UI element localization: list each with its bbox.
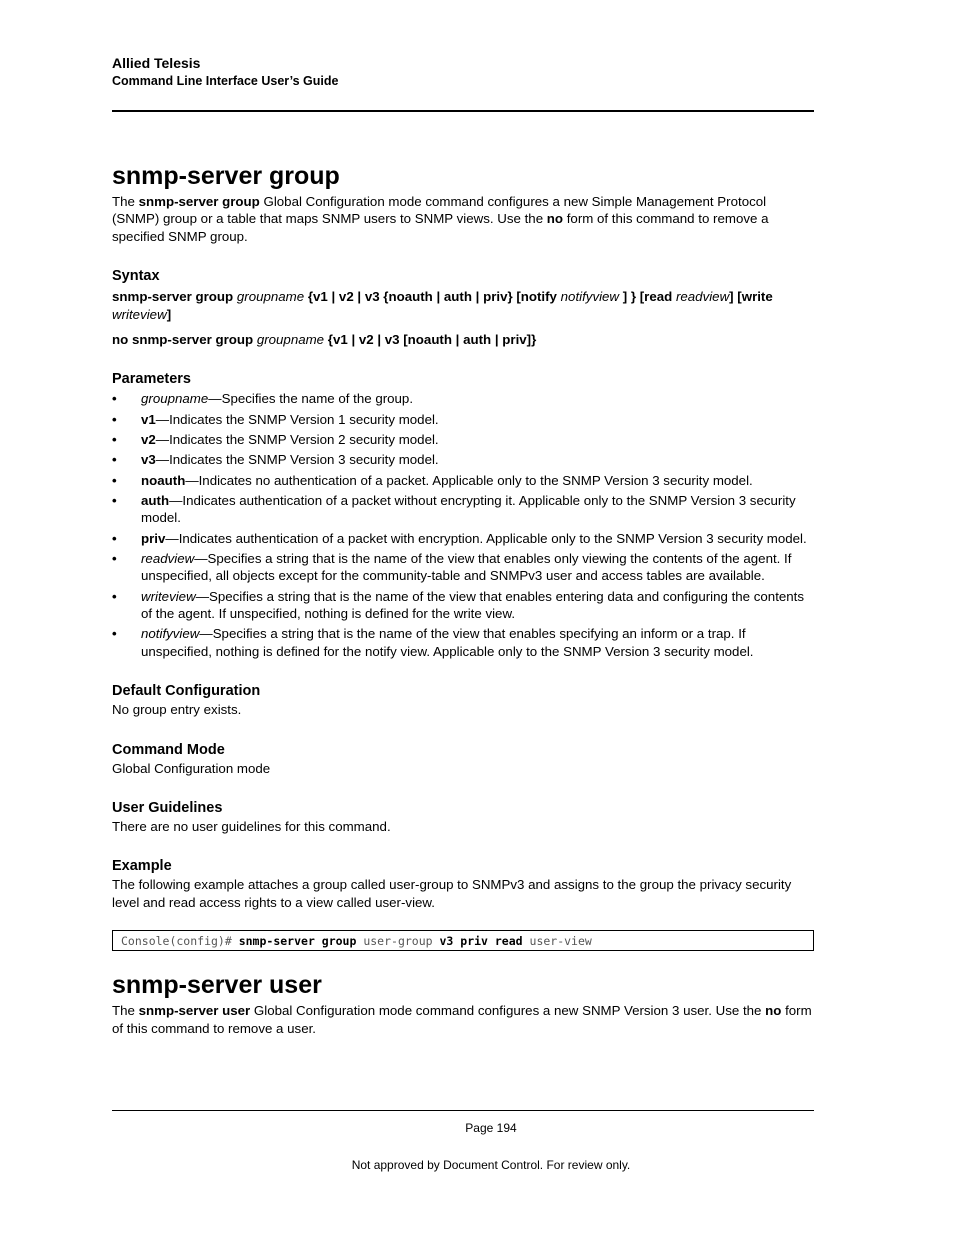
parameter-term: readview: [141, 550, 195, 566]
syntax-no-line: [112, 331, 814, 348]
bullet-icon: •: [112, 626, 117, 642]
syntax-token: ]: [166, 306, 172, 322]
syntax-arg: groupname: [236, 289, 305, 305]
parameter-item: [112, 472, 814, 489]
bullet-icon: •: [112, 492, 117, 508]
user-guidelines-section: [112, 799, 814, 835]
parameter-item: [112, 550, 814, 585]
parameters-list: [112, 390, 814, 660]
syntax-token: no snmp-server group: [112, 332, 257, 348]
intro-text: The: [112, 194, 139, 209]
code-prompt: Console(config)#: [121, 934, 239, 949]
header-company: Allied Telesis: [112, 55, 201, 71]
page-number: Page 194: [465, 1121, 517, 1135]
syntax-token: snmp-server group: [112, 289, 237, 305]
parameter-description: —Indicates authentication of a packet with encryption. Applicable only to the SNMP Version 3 security model.: [165, 530, 807, 546]
syntax-token: {v1 | v2 | v3 {noauth | auth | priv} [notify: [304, 289, 561, 305]
command-mode-section: [112, 741, 814, 777]
section-title-snmp-server-user: snmp-server user: [112, 971, 322, 1000]
parameter-item: [112, 588, 814, 623]
parameter-description: —Specifies a string that is the name of the view that enables only viewing the contents of the agent. If unspecified, all objects except for the community-table and SNMPv3 user and access tables are available.: [141, 550, 792, 584]
section-intro: [112, 193, 814, 245]
intro-text: form of this command to remove a specified SNMP group.: [112, 211, 769, 244]
parameter-term: noauth: [141, 472, 186, 488]
bullet-icon: •: [112, 432, 117, 448]
syntax-token: ] [write: [729, 289, 773, 305]
parameter-item: [112, 390, 814, 407]
code-arg: user-view: [522, 934, 592, 949]
parameter-item: [112, 492, 814, 527]
parameter-item: [112, 451, 814, 468]
syntax-heading: Syntax: [112, 268, 160, 285]
parameter-description: —Indicates the SNMP Version 1 security model.: [155, 411, 439, 427]
syntax-token: ] } [read: [619, 289, 676, 305]
syntax-section: [112, 267, 814, 348]
bullet-icon: •: [112, 530, 117, 546]
code-command: snmp-server group: [238, 934, 357, 949]
syntax-arg: readview: [675, 289, 730, 305]
parameter-term: v1: [141, 411, 156, 427]
parameter-description: —Indicates the SNMP Version 2 security model.: [155, 432, 439, 448]
user-guidelines-heading: User Guidelines: [112, 799, 223, 816]
command-mode-text: Global Configuration mode: [112, 760, 271, 776]
parameter-description: —Specifies the name of the group.: [208, 391, 414, 407]
intro-command: snmp-server user: [138, 1003, 251, 1019]
parameter-description: —Specifies a string that is the name of the view that enables entering data and configuring the contents of the agent. If unspecified, nothing is defined for the write view.: [141, 588, 805, 622]
parameter-description: —Specifies a string that is the name of the view that enables specifying an inform or a trap. If unspecified, nothing is defined for the notify view. Applicable only to the SNMP Version 3 security model.: [141, 626, 754, 659]
intro-text: form of this command to remove a user.: [112, 1003, 812, 1036]
parameter-term: v2: [141, 432, 156, 448]
example-code-block: [112, 930, 814, 951]
intro-no-keyword: no: [546, 211, 564, 227]
example-text: The following example attaches a group called user-group to SNMPv3 and assigns to the group the privacy security level and read access rights to a view called user-view.: [112, 877, 792, 910]
parameter-description: —Indicates the SNMP Version 3 security model.: [155, 452, 439, 468]
intro-text: Global Configuration mode command configures a new Simple Management Protocol (SNMP) group or a table that maps SNMP users to SNMP views. Use the: [112, 194, 767, 227]
user-guidelines-text: There are no user guidelines for this command.: [112, 818, 391, 834]
intro-command: snmp-server group: [138, 194, 260, 209]
code-keywords: v3 priv read: [439, 934, 523, 949]
bullet-icon: •: [112, 472, 117, 488]
parameter-term: v3: [141, 452, 156, 468]
syntax-arg: notifyview: [560, 289, 620, 305]
parameter-description: —Indicates no authentication of a packet. Applicable only to the SNMP Version 3 security model.: [185, 472, 753, 488]
parameter-item: [112, 411, 814, 428]
example-heading: Example: [112, 858, 172, 875]
bullet-icon: •: [112, 452, 117, 468]
parameter-item: [112, 530, 814, 547]
parameters-heading: Parameters: [112, 371, 191, 388]
example-section: [112, 857, 814, 951]
bullet-icon: •: [112, 550, 117, 566]
command-mode-heading: Command Mode: [112, 741, 225, 758]
main-content: [112, 160, 814, 1037]
parameters-section: [112, 370, 814, 660]
parameter-item: [112, 625, 814, 660]
header-guide-title: Command Line Interface User’s Guide: [112, 74, 339, 88]
parameter-description: —Indicates authentication of a packet without encrypting it. Applicable only to the SNMP Version 3 security model.: [141, 492, 796, 526]
code-arg: user-group: [356, 934, 440, 949]
intro-text: The: [112, 1003, 139, 1019]
parameter-item: [112, 431, 814, 448]
default-configuration-section: [112, 682, 814, 718]
section-intro: [112, 1002, 814, 1037]
footer-rule: [112, 1110, 814, 1111]
parameter-term: notifyview: [141, 626, 200, 642]
parameter-term: groupname: [141, 391, 209, 407]
header-rule: [112, 110, 814, 112]
bullet-icon: •: [112, 411, 117, 427]
syntax-arg: groupname: [256, 332, 325, 348]
intro-no-keyword: no: [765, 1003, 782, 1019]
bullet-icon: •: [112, 391, 117, 407]
default-configuration-heading: Default Configuration: [112, 683, 261, 700]
syntax-line: [112, 288, 814, 323]
default-configuration-text: No group entry exists.: [112, 702, 242, 718]
parameter-term: priv: [141, 530, 166, 546]
bullet-icon: •: [112, 588, 117, 604]
review-notice: Not approved by Document Control. For review only.: [351, 1158, 631, 1172]
section-title-snmp-server-group: snmp-server group: [112, 162, 340, 190]
intro-text: Global Configuration mode command configures a new SNMP Version 3 user. Use the: [250, 1003, 766, 1019]
parameter-term: auth: [141, 492, 170, 508]
parameter-term: writeview: [141, 588, 196, 604]
syntax-arg: writeview: [112, 306, 167, 322]
syntax-token: {v1 | v2 | v3 [noauth | auth | priv]}: [324, 332, 537, 348]
